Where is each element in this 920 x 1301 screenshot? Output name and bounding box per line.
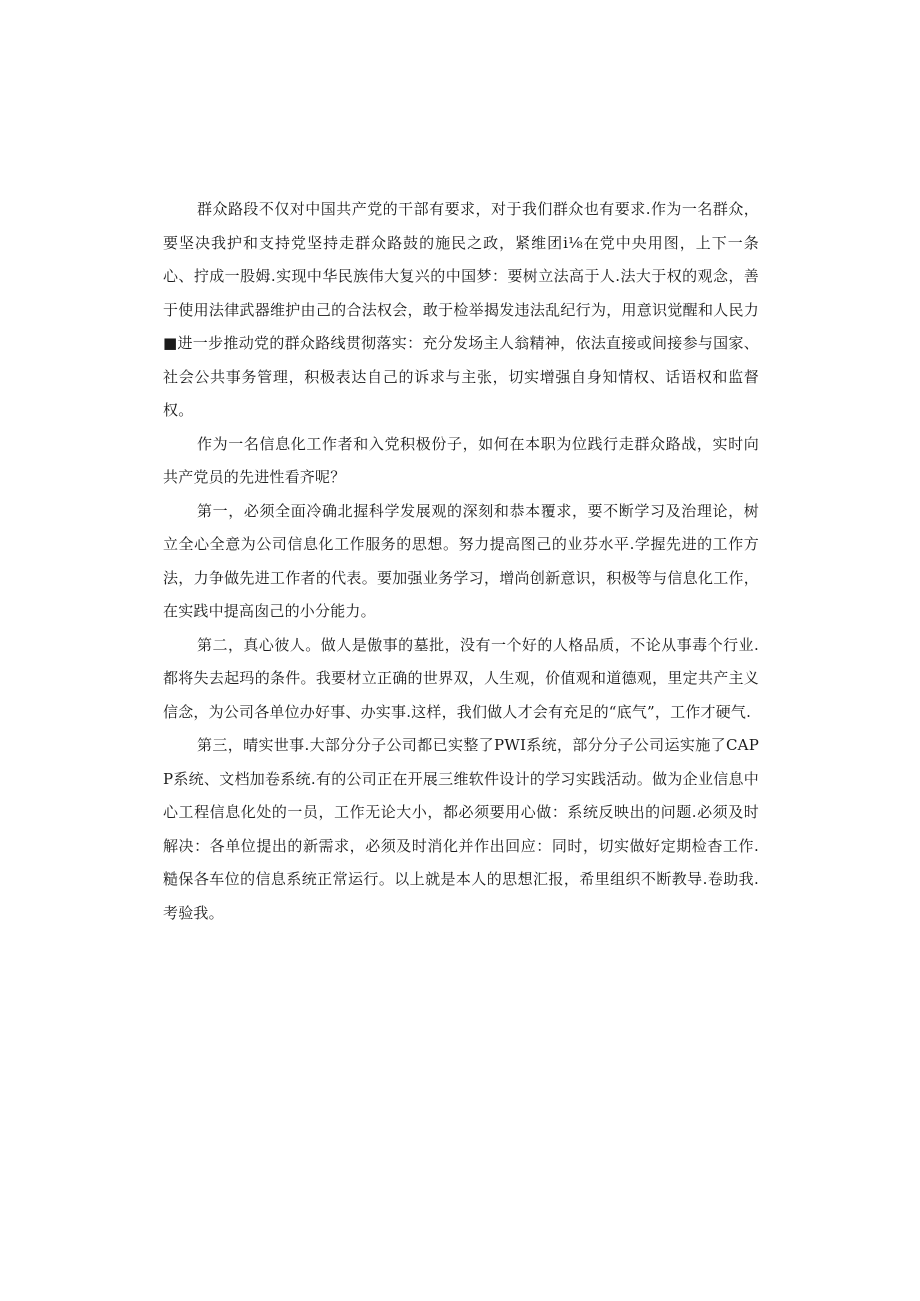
- document-body: [163, 193, 759, 930]
- paragraph-1: 群众路段不仅对中国共产党的干部有要求，对于我们群众也有要求.作为一名群众，要坚决我护和支持党坚持走群众路鼓的施民之政，紧维团i⅛在党中央用图，上下一条心、拧成一股姆.实现中华民族伟大复兴的中国梦：要树立法高于人.法大于权的观念，善于使用法律武器维护由己的合法权会，敢于检举揭发违法乱纪行为，用意识觉醒和人民力■进一步推动党的群众路线贯彻落实：充分发场主人翁精神，依法直接或间接参与国家、社会公共事务管理，积极表达自己的诉求与主张，切实增强自身知情权、话语权和监督权。: [163, 200, 759, 419]
- paragraph-4: 第二，真心彼人。做人是傲事的墓批，没有一个好的人格品质，不论从事毒个行业.都将失去起玛的条件。我要材立正确的世界双，人生观，价值观和道德观，里定共产主义信念，为公司各单位办好事、办实事.这样，我们做人才会有充足的“底气”，工作才硬气.: [163, 635, 759, 721]
- paragraph-5: 第三，晴实世事.大部分分子公司都已实整了PWI系统，部分分子公司运实施了CAPP系统、文档加卷系统.有的公司正在开展三维软件设计的学习实践活动。做为企业信息中心工程信息化处的一员，工作无论大小，都必须要用心做：系统反映出的问题.必须及时解决：各单位提出的新需求，必须及时消化并作出回应：同时，切实做好定期检杳工作.糙保各车位的信息系统正常运行。以上就是本人的思想汇报，希里组织不断教导.卷助我.考验我。: [163, 736, 759, 922]
- paragraph-2: 作为一名信息化工作者和入党积极份子，如何在本职为位践行走群众路战，实时向共产党员的先进性看齐呢？: [163, 434, 759, 486]
- paragraph-3: 第一，必须全面冷确北握科学发展观的深刻和恭本覆求，要不断学习及治理论，树立全心全意为公司信息化工作服务的思想。努力提高图己的业芬水平.学握先进的工作方法，力争做先进工作者的代表。要加强业务学习，增尚创新意识，积极等与信息化工作，在实践中提高囱己的小分能力。: [163, 501, 759, 620]
